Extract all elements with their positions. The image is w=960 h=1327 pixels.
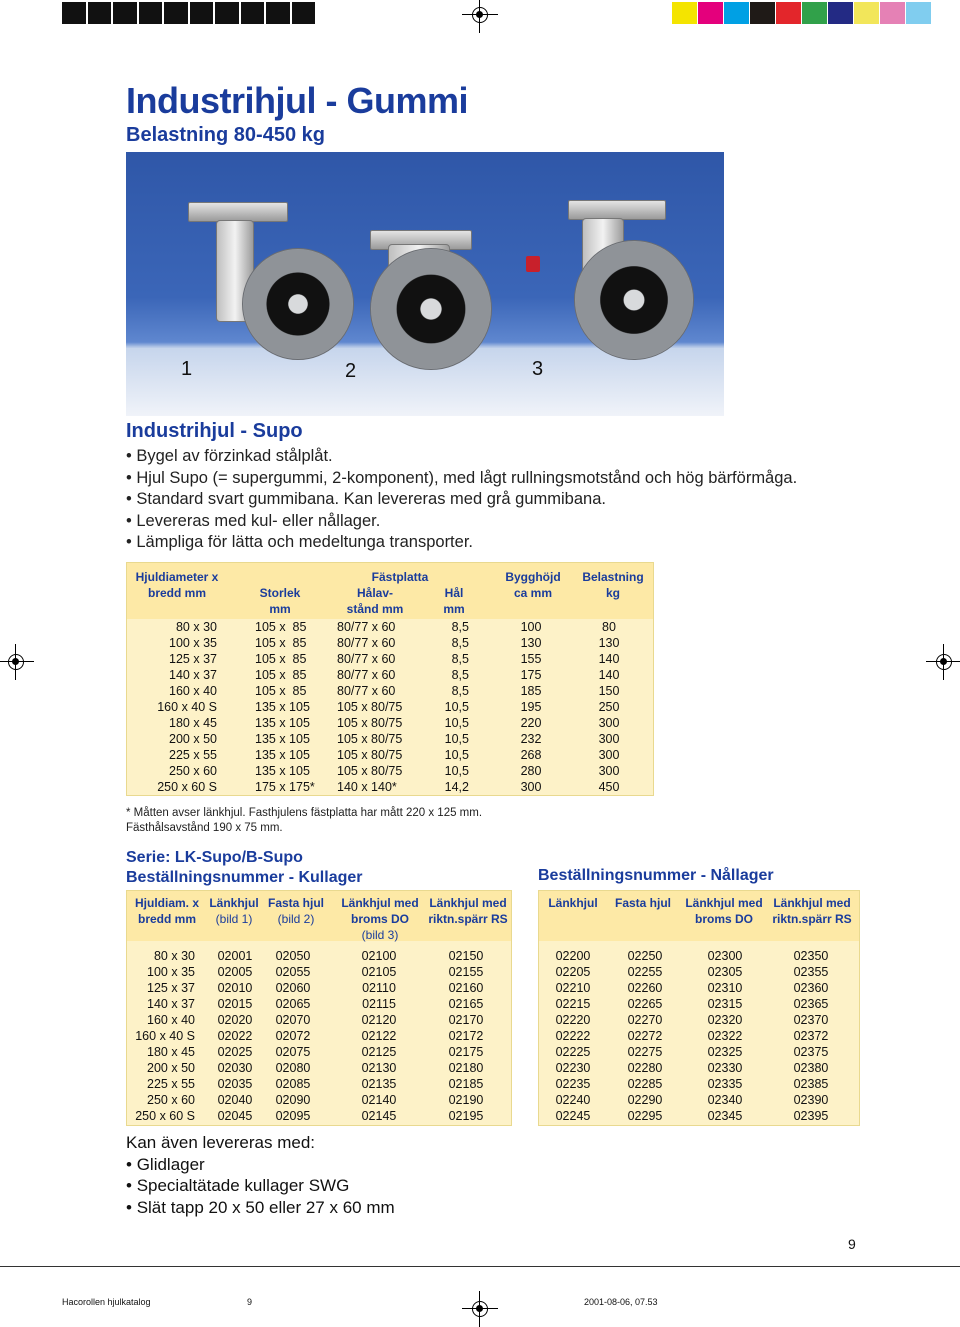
spec-row-cell: 135 x 105 — [255, 716, 310, 730]
ball-row-cell: 02122 — [361, 1029, 397, 1043]
ball-row-cell: 02110 — [362, 981, 396, 995]
spec-row-cell: 100 x 35 — [169, 636, 217, 650]
needle-row-cell: 02395 — [793, 1109, 829, 1123]
spec-row-cell: 105 x 80/75 — [337, 732, 403, 746]
spec-row-cell: 105 x 85 — [255, 668, 307, 682]
spec-row-cell: 135 x 105 — [255, 700, 310, 714]
needle-row-cell: 02305 — [707, 965, 743, 979]
ball-row-cell: 02050 — [275, 949, 311, 963]
col-header-direction-lock: Länkhjul med riktn.spärr RS — [772, 896, 852, 926]
spec-row-cell: 80/77 x 60 — [337, 668, 396, 682]
spec-row-cell: 130 — [598, 636, 620, 650]
col-header-size: Storlek mm — [259, 586, 301, 616]
ball-row-cell: 02170 — [448, 1013, 484, 1027]
ball-row-cell: 02135 — [361, 1077, 397, 1091]
ball-row-cell: 02070 — [275, 1013, 311, 1027]
spec-row-cell: 140 — [598, 668, 620, 682]
ball-row-cell: 02145 — [361, 1109, 397, 1123]
also-item: • Specialtätade kullager SWG — [126, 1175, 395, 1197]
col-header-swivel: Länkhjul (bild 1) — [209, 896, 259, 926]
spec-row-cell: 105 x 80/75 — [337, 764, 403, 778]
spec-row-cell: 80/77 x 60 — [337, 684, 396, 698]
ball-row-cell: 02165 — [448, 997, 484, 1011]
col-header-fixed: Fasta hjul (bild 2) — [267, 896, 324, 926]
spec-row-cell: 80/77 x 60 — [337, 636, 396, 650]
spec-row-cell: 10,5 — [444, 748, 469, 762]
ball-row-cell: 02001 — [217, 949, 253, 963]
ball-bearing-table — [126, 890, 512, 1126]
spec-row-cell: 10,5 — [444, 764, 469, 778]
needle-row-cell: 02360 — [793, 981, 829, 995]
needle-row-cell: 02365 — [793, 997, 829, 1011]
color-swatch — [698, 2, 724, 24]
ball-row-cell: 250 x 60 — [147, 1093, 195, 1107]
spec-row-cell: 80/77 x 60 — [337, 620, 396, 634]
color-swatch — [750, 2, 776, 24]
ball-row-cell: 02072 — [275, 1029, 311, 1043]
needle-row-cell: 02322 — [707, 1029, 743, 1043]
col-header-hole-distance: Hålav- stånd mm — [346, 586, 404, 616]
spec-table — [126, 562, 654, 796]
ball-row-cell: 02115 — [362, 997, 396, 1011]
spec-row-cell: 175 — [520, 668, 542, 682]
spec-row-cell: 160 x 40 — [169, 684, 217, 698]
also-item: • Slät tapp 20 x 50 eller 27 x 60 mm — [126, 1197, 395, 1219]
ball-row-cell: 02030 — [217, 1061, 253, 1075]
ball-row-cell: 140 x 37 — [147, 997, 195, 1011]
ball-row-cell: 250 x 60 S — [135, 1109, 195, 1123]
spec-row-cell: 80 x 30 — [175, 620, 217, 634]
ball-row-cell: 02005 — [217, 965, 253, 979]
col-header-load: Belastning kg — [582, 570, 644, 600]
spec-row-cell: 300 — [598, 732, 620, 746]
spec-row-cell: 105 x 80/75 — [337, 748, 403, 762]
feature-item: • Lämpliga för lätta och medeltunga transporter. — [126, 532, 797, 554]
spec-row-cell: 300 — [598, 748, 620, 762]
photo-label-1: 1 — [181, 358, 193, 380]
spec-row-cell: 8,5 — [451, 620, 469, 634]
ball-row-cell: 160 x 40 — [147, 1013, 195, 1027]
needle-row-cell: 02230 — [555, 1061, 591, 1075]
spec-row-cell: 450 — [598, 780, 620, 794]
registration-black-bar — [62, 2, 317, 24]
needle-row-cell: 02260 — [627, 981, 663, 995]
ball-row-cell: 02130 — [361, 1061, 397, 1075]
needle-row-cell: 02275 — [627, 1045, 663, 1059]
col-header-swivel: Länkhjul — [548, 896, 598, 910]
spec-row-cell: 280 — [520, 764, 542, 778]
also-available — [126, 1132, 395, 1218]
footer-timestamp: 2001-08-06, 07.53 — [584, 1297, 658, 1307]
spec-row-cell: 80/77 x 60 — [337, 652, 396, 666]
caster-2-image — [348, 230, 498, 370]
spec-row-cell: 135 x 105 — [255, 764, 310, 778]
ball-row-cell: 200 x 50 — [147, 1061, 195, 1075]
registration-mark-bottom-icon — [468, 1297, 492, 1321]
ball-row-cell: 02150 — [448, 949, 484, 963]
footnote: * Måtten avser länkhjul. Fasthjulens fästplatta har mått 220 x 125 mm. Fästhålsavstånd 190 x 75 mm. — [126, 807, 483, 834]
needle-row-cell: 02335 — [707, 1077, 743, 1091]
needle-row-cell: 02380 — [793, 1061, 829, 1075]
page-title: Industrihjul - Gummi — [126, 80, 468, 121]
spec-row-cell: 140 x 140* — [337, 780, 397, 794]
color-swatch — [672, 2, 698, 24]
ball-row-cell: 100 x 35 — [147, 965, 195, 979]
color-swatch — [906, 2, 932, 24]
ball-row-cell: 02185 — [448, 1077, 484, 1091]
needle-row-cell: 02220 — [555, 1013, 591, 1027]
spec-row-cell: 150 — [598, 684, 620, 698]
spec-row-cell: 105 x 85 — [255, 620, 307, 634]
needle-row-cell: 02200 — [555, 949, 591, 963]
col-header-plate: Fästplatta — [371, 570, 429, 584]
spec-row-cell: 105 x 85 — [255, 684, 307, 698]
spec-row-cell: 8,5 — [451, 652, 469, 666]
spec-row-cell: 135 x 105 — [255, 732, 310, 746]
ball-row-cell: 225 x 55 — [147, 1077, 195, 1091]
feature-list — [126, 446, 797, 554]
ball-row-cell: 02100 — [361, 949, 397, 963]
spec-row-cell: 185 — [520, 684, 542, 698]
registration-mark-top-icon — [468, 3, 492, 27]
needle-row-cell: 02350 — [793, 949, 829, 963]
col-header-height: Bygghöjd ca mm — [505, 570, 561, 600]
spec-row-cell: 175 x 175* — [255, 780, 315, 794]
feature-item: • Bygel av förzinkad stålplåt. — [126, 446, 797, 468]
needle-row-cell: 02320 — [707, 1013, 743, 1027]
needle-bearing-table — [538, 890, 860, 1126]
spec-row-cell: 225 x 55 — [169, 748, 217, 762]
spec-row-cell: 268 — [520, 748, 542, 762]
needle-row-cell: 02250 — [627, 949, 663, 963]
ball-row-cell: 02095 — [275, 1109, 311, 1123]
color-calibration-bar — [672, 2, 958, 24]
ball-row-cell: 02155 — [448, 965, 484, 979]
ball-row-cell: 180 x 45 — [147, 1045, 195, 1059]
needle-row-cell: 02375 — [793, 1045, 829, 1059]
caster-1-image — [166, 202, 326, 362]
needle-row-cell: 02300 — [707, 949, 743, 963]
spec-row-cell: 8,5 — [451, 636, 469, 650]
needle-row-cell: 02340 — [707, 1093, 743, 1107]
spec-row-cell: 200 x 50 — [169, 732, 217, 746]
needle-row-cell: 02240 — [555, 1093, 591, 1107]
page-subtitle: Belastning 80-450 kg — [126, 124, 325, 146]
spec-row-cell: 125 x 37 — [169, 652, 217, 666]
spec-row-cell: 10,5 — [444, 732, 469, 746]
ball-row-cell: 02105 — [361, 965, 397, 979]
spec-row-cell: 10,5 — [444, 716, 469, 730]
needle-row-cell: 02285 — [627, 1077, 663, 1091]
needle-row-cell: 02290 — [627, 1093, 663, 1107]
ball-row-cell: 02180 — [448, 1061, 484, 1075]
spec-row-cell: 135 x 105 — [255, 748, 310, 762]
needle-row-cell: 02210 — [555, 981, 591, 995]
spec-row-cell: 160 x 40 S — [157, 700, 217, 714]
registration-mark-left-icon — [4, 650, 28, 674]
color-swatch — [880, 2, 906, 24]
color-swatch — [828, 2, 854, 24]
needle-row-cell: 02265 — [627, 997, 663, 1011]
ball-row-cell: 02020 — [217, 1013, 253, 1027]
spec-row-cell: 300 — [520, 780, 542, 794]
ball-row-cell: 02195 — [448, 1109, 484, 1123]
spec-row-cell: 300 — [598, 764, 620, 778]
ball-row-cell: 02010 — [217, 981, 253, 995]
ball-row-cell: 02085 — [275, 1077, 311, 1091]
spec-row-cell: 10,5 — [444, 700, 469, 714]
needle-row-cell: 02315 — [707, 997, 743, 1011]
caster-3-image — [526, 200, 696, 370]
series-heading: Serie: LK-Supo/B-Supo Beställningsnummer - Kullager — [126, 849, 363, 886]
ball-row-cell: 02075 — [275, 1045, 311, 1059]
photo-label-3: 3 — [532, 358, 544, 380]
spec-row-cell: 14,2 — [444, 780, 469, 794]
needle-row-cell: 02222 — [555, 1029, 591, 1043]
col-header-diameter: Hjuldiam. x bredd mm — [134, 896, 199, 926]
spec-row-cell: 140 — [598, 652, 620, 666]
ball-row-cell: 02060 — [275, 981, 311, 995]
spec-row-cell: 232 — [520, 732, 542, 746]
ball-row-cell: 02022 — [217, 1029, 253, 1043]
feature-item: • Levereras med kul- eller nållager. — [126, 511, 797, 533]
spec-row-cell: 180 x 45 — [169, 716, 217, 730]
needle-row-cell: 02385 — [793, 1077, 829, 1091]
ball-row-cell: 02080 — [275, 1061, 311, 1075]
spec-row-cell: 250 x 60 — [169, 764, 217, 778]
spec-row-cell: 300 — [598, 716, 620, 730]
needle-row-cell: 02310 — [707, 981, 743, 995]
spec-row-cell: 8,5 — [451, 668, 469, 682]
ball-row-cell: 02065 — [275, 997, 311, 1011]
needle-row-cell: 02370 — [793, 1013, 829, 1027]
spec-row-cell: 105 x 85 — [255, 636, 307, 650]
ball-row-cell: 02175 — [448, 1045, 484, 1059]
ball-row-cell: 02025 — [217, 1045, 253, 1059]
ball-row-cell: 125 x 37 — [147, 981, 195, 995]
product-photo — [126, 152, 724, 416]
photo-label-2: 2 — [345, 360, 357, 382]
ball-row-cell: 02125 — [361, 1045, 397, 1059]
col-header-direction-lock: Länkhjul med riktn.spärr RS — [428, 896, 508, 926]
needle-row-cell: 02215 — [555, 997, 591, 1011]
needle-heading: Beställningsnummer - Nållager — [538, 867, 774, 884]
spec-row-cell: 105 x 80/75 — [337, 700, 403, 714]
needle-row-cell: 02245 — [555, 1109, 591, 1123]
spec-row-cell: 250 — [598, 700, 620, 714]
ball-row-cell: 02190 — [448, 1093, 484, 1107]
also-title: Kan även levereras med: — [126, 1133, 315, 1152]
needle-row-cell: 02295 — [627, 1109, 663, 1123]
footer-filename: Hacorollen hjulkatalog — [62, 1297, 151, 1307]
color-swatch — [802, 2, 828, 24]
ball-row-cell: 02015 — [217, 997, 253, 1011]
spec-row-cell: 105 x 85 — [255, 652, 307, 666]
col-header-fixed: Fasta hjul — [614, 896, 671, 910]
col-header-hole: Hål mm — [443, 586, 465, 616]
spec-row-cell: 195 — [520, 700, 542, 714]
ball-row-cell: 02045 — [217, 1109, 253, 1123]
needle-row-cell: 02272 — [627, 1029, 663, 1043]
ball-row-cell: 02055 — [275, 965, 311, 979]
spec-row-cell: 220 — [520, 716, 542, 730]
needle-row-cell: 02270 — [627, 1013, 663, 1027]
footer-divider — [0, 1266, 960, 1267]
color-swatch — [854, 2, 880, 24]
needle-row-cell: 02372 — [793, 1029, 829, 1043]
section-title: Industrihjul - Supo — [126, 420, 303, 442]
color-swatch — [776, 2, 802, 24]
spec-row-cell: 155 — [520, 652, 542, 666]
footer-page: 9 — [247, 1297, 253, 1307]
ball-row-cell: 02140 — [361, 1093, 397, 1107]
ball-row-cell: 80 x 30 — [153, 949, 195, 963]
ball-row-cell: 02035 — [217, 1077, 253, 1091]
needle-row-cell: 02225 — [555, 1045, 591, 1059]
color-swatch — [932, 2, 958, 24]
needle-row-cell: 02355 — [793, 965, 829, 979]
color-swatch — [724, 2, 750, 24]
col-header-brake: Länkhjul med broms DO (bild 3) — [341, 896, 419, 942]
spec-row-cell: 80 — [602, 620, 616, 634]
spec-row-cell: 250 x 60 S — [157, 780, 217, 794]
needle-row-cell: 02390 — [793, 1093, 829, 1107]
needle-row-cell: 02255 — [627, 965, 663, 979]
spec-row-cell: 140 x 37 — [169, 668, 217, 682]
ball-row-cell: 02160 — [448, 981, 484, 995]
needle-row-cell: 02345 — [707, 1109, 743, 1123]
needle-row-cell: 02235 — [555, 1077, 591, 1091]
page-number: 9 — [848, 1236, 856, 1252]
ball-row-cell: 02172 — [448, 1029, 484, 1043]
spec-row-cell: 100 — [520, 620, 542, 634]
spec-row-cell: 8,5 — [451, 684, 469, 698]
feature-item: • Standard svart gummibana. Kan levereras med grå gummibana. — [126, 489, 797, 511]
needle-row-cell: 02325 — [707, 1045, 743, 1059]
ball-row-cell: 02090 — [275, 1093, 311, 1107]
needle-row-cell: 02330 — [707, 1061, 743, 1075]
needle-row-cell: 02205 — [555, 965, 591, 979]
col-header-brake: Länkhjul med broms DO — [685, 896, 763, 926]
registration-mark-right-icon — [932, 650, 956, 674]
also-item: • Glidlager — [126, 1154, 395, 1176]
ball-row-cell: 02040 — [217, 1093, 253, 1107]
feature-item: • Hjul Supo (= supergummi, 2-komponent), med lågt rullningsmotstånd och hög bärförmåga. — [126, 468, 797, 490]
ball-row-cell: 160 x 40 S — [135, 1029, 195, 1043]
spec-row-cell: 105 x 80/75 — [337, 716, 403, 730]
needle-row-cell: 02280 — [627, 1061, 663, 1075]
col-header-diameter: Hjuldiameter x bredd mm — [135, 570, 219, 600]
ball-row-cell: 02120 — [361, 1013, 397, 1027]
spec-row-cell: 130 — [520, 636, 542, 650]
